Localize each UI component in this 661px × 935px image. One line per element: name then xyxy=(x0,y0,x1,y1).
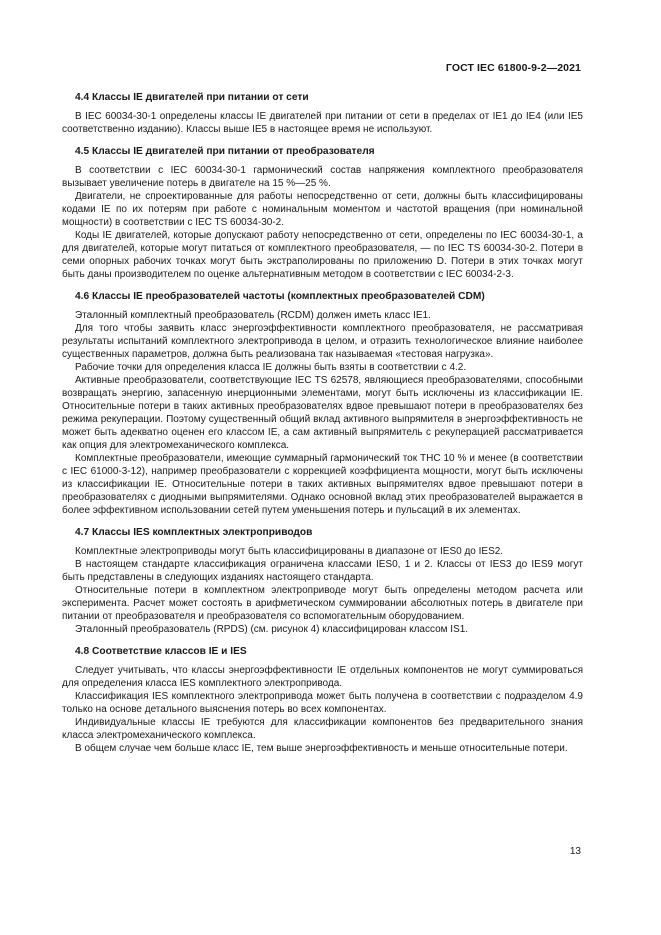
paragraph: Следует учитывать, что классы энергоэффективности IE отдельных компонентов не могут суммироваться для определения класса IES комплектного электропривода. xyxy=(62,665,583,689)
standard-header: ГОСТ IEC 61800-9-2—2021 xyxy=(445,62,581,74)
paragraph: Для того чтобы заявить класс энергоэффективности комплектного преобразователя, не рассматривая результаты испытаний комплектного электропривода в целом, и отразить технологическое влияние наиболее существенных параметров, должна быть реализована так называемая «тестовая нагрузка». xyxy=(62,323,583,360)
section-heading-4-4: 4.4 Классы IE двигателей при питании от сети xyxy=(75,92,309,103)
paragraph: Коды IE двигателей, которые допускают работу непосредственно от сети, определены по IEC 60034-30-1, а для двигателей, которые могут питаться от комплектного преобразователя, — по IEC TS 60034-30-2. Потери в семи опорных рабочих точках могут быть экстраполированы по приложению D. Потери в этих точках могут быть даны производителем по оценке альтернативным методом в соответствии с IEC 60034-2-3. xyxy=(62,230,583,280)
section-heading-4-5: 4.5 Классы IE двигателей при питании от преобразователя xyxy=(75,146,375,157)
paragraph: Индивидуальные классы IE требуются для классификации компонентов без предварительного знания класса электромеханического комплекса. xyxy=(62,717,583,741)
paragraph: Относительные потери в комплектном электроприводе могут быть определены методом расчета или эксперимента. Расчет может состоять в арифметическом суммировании абсолютных потерь в двигателе при питании от преобразователя и преобразователя со вспомогательным оборудованием. xyxy=(62,585,583,622)
paragraph: Рабочие точки для определения класса IE должны быть взяты в соответствии с 4.2. xyxy=(75,362,467,373)
paragraph: Двигатели, не спроектированные для работы непосредственно от сети, должны быть классифицированы кодами IE по их потерям при работе с номинальным моментом и частотой вращения (при номинальной мощности) в соответствии с IEC TS 60034-30-2. xyxy=(62,191,583,228)
page-content xyxy=(62,91,583,755)
paragraph: В общем случае чем больше класс IE, тем выше энергоэффективность и меньше относительные потери. xyxy=(75,743,568,754)
paragraph: В соответствии с IEC 60034-30-1 гармонический состав напряжения комплектного преобразователя вызывает увеличение потерь в двигателе на 15 %—25 %. xyxy=(62,165,583,189)
section-heading-4-8: 4.8 Соответствие классов IE и IES xyxy=(75,646,247,657)
paragraph: В настоящем стандарте классификация ограничена классами IES0, 1 и 2. Классы от IES3 до IES9 могут быть представлены в следующих изданиях настоящего стандарта. xyxy=(62,559,583,583)
paragraph: Эталонный комплектный преобразователь (RCDM) должен иметь класс IE1. xyxy=(75,310,431,321)
paragraph: Комплектные преобразователи, имеющие суммарный гармонический ток THC 10 % и менее (в соответствии с IEC 61000-3-12), например преобразователи с коррекцией коэффициента мощности, могут быть исключены из классификации IE. Относительные потери в таких активных выпрямителях вдвое превышают потери в преобразователях с диодными выпрямителями. Однако основной вклад этих преобразователей выражается в более эффективном использовании сетей путем уменьшения потерь и пульсаций в их элементах. xyxy=(62,453,583,516)
paragraph: Комплектные электроприводы могут быть классифицированы в диапазоне от IES0 до IES2. xyxy=(75,546,504,557)
paragraph: В IEC 60034-30-1 определены классы IE двигателей при питании от сети в пределах от IE1 до IE4 (или IE5 соответственно изданию). Классы выше IE5 в настоящее время не используют. xyxy=(62,111,583,135)
paragraph: Эталонный преобразователь (RPDS) (см. рисунок 4) классифицирован классом IS1. xyxy=(75,624,469,635)
section-heading-4-6: 4.6 Классы IE преобразователей частоты (комплектных преобразователей CDM) xyxy=(75,291,485,302)
paragraph: Классификация IES комплектного электропривода может быть получена в соответствии с подразделом 4.9 только на основе детального выяснения потерь во всех компонентах. xyxy=(62,691,583,715)
section-heading-4-7: 4.7 Классы IES комплектных электроприводов xyxy=(75,527,313,538)
paragraph: Активные преобразователи, соответствующие IEC TS 62578, являющиеся преобразователями, способными возвращать энергию, запасенную инерционными элементами, могут быть исключены из классификации IE. Относительные потери в таких активных преобразователях вдвое превышают потери в преобразователях без режима рекуперации. Поэтому существенный общий вклад активного выпрямителя в энергоэффективность не может быть адекватно оценен его классом IE, а сам активный выпрямитель с рекуперацией рассматривается как опция для электромеханического комплекса. xyxy=(62,375,583,451)
page-number: 13 xyxy=(569,846,581,857)
